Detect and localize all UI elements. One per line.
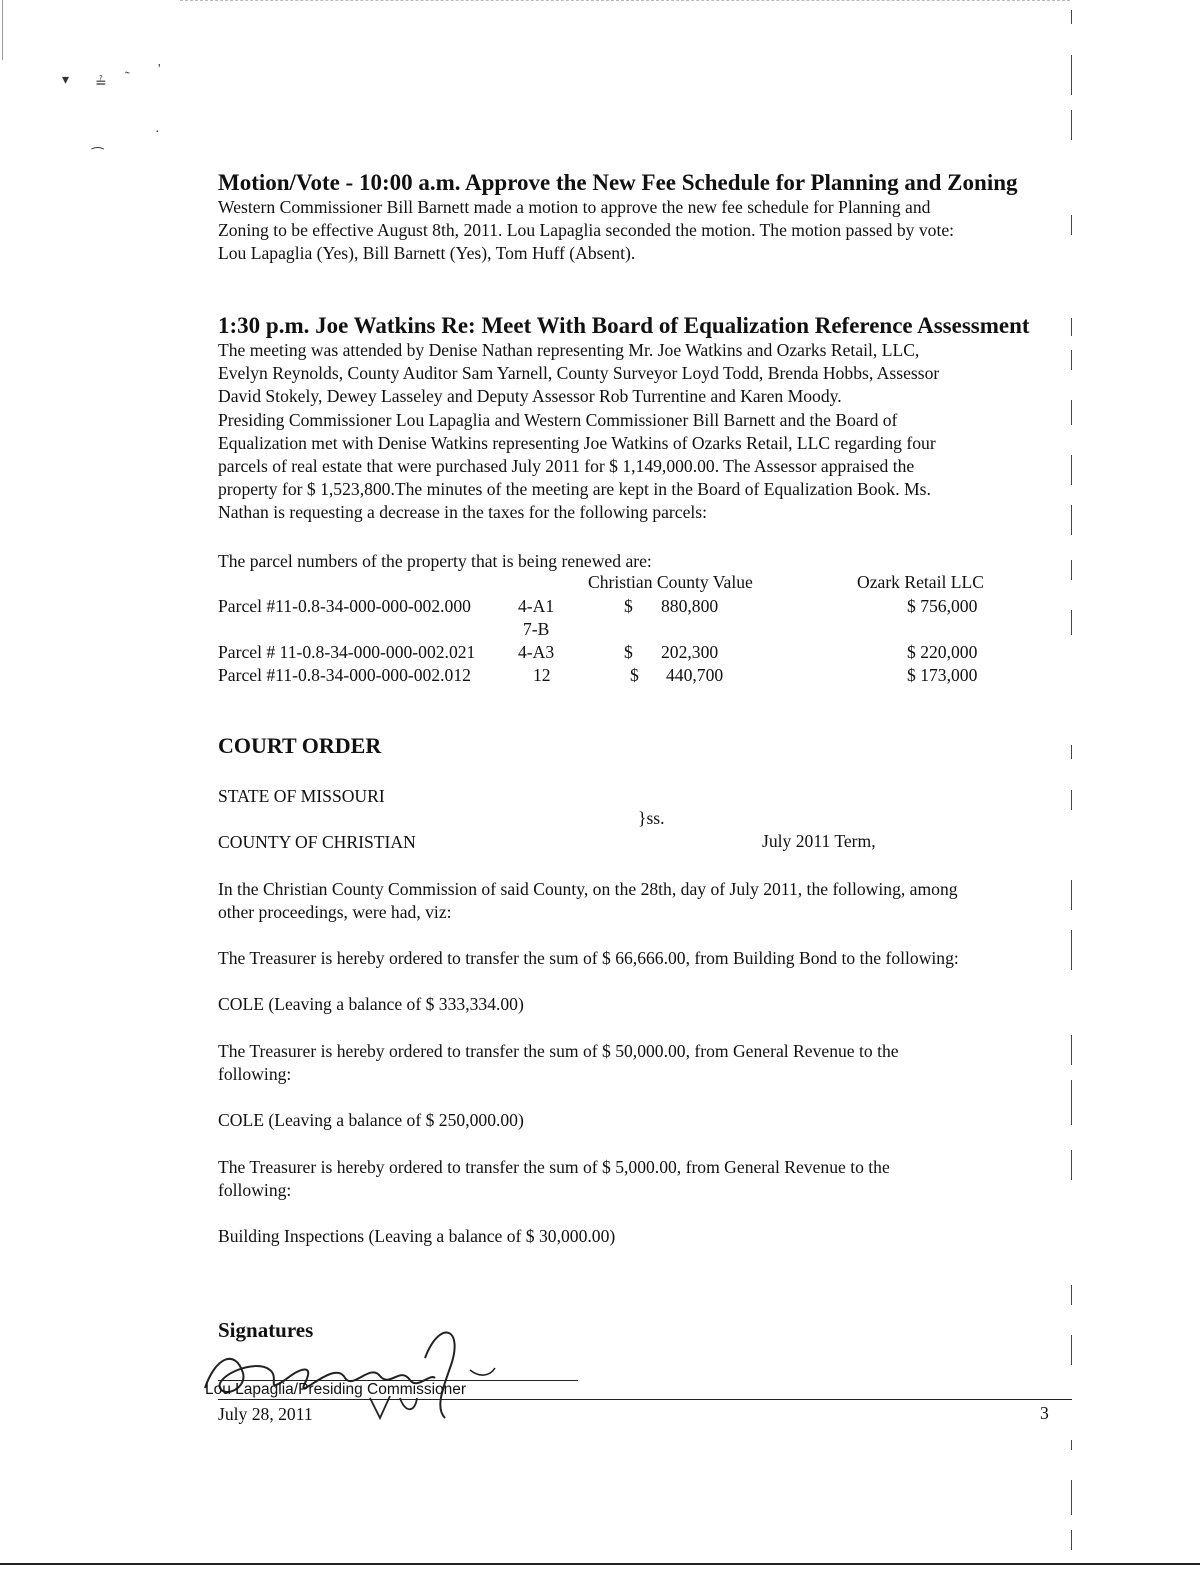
ss-mark: }ss. — [638, 808, 665, 828]
ozark-value: $ 173,000 — [907, 665, 978, 685]
scan-speck: ≟ — [95, 76, 107, 91]
meeting-line: Nathan is requesting a decrease in the taxes for the following parcels: — [218, 502, 708, 522]
scan-speck: ⁀ — [92, 149, 104, 164]
meeting-line: Evelyn Reynolds, County Auditor Sam Yarnell, County Surveyor Loyd Todd, Brenda Hobbs, Assessor — [218, 363, 940, 383]
scan-speck: ▾ — [62, 73, 70, 88]
column-header-ozark-value: Ozark Retail LLC — [857, 572, 985, 592]
motion-line: Lou Lapaglia (Yes), Bill Barnett (Yes), Tom Huff (Absent). — [218, 243, 636, 263]
meeting-line: Equalization met with Denise Watkins representing Joe Watkins of Ozarks Retail, LLC regarding four — [218, 433, 936, 453]
meeting-line: parcels of real estate that were purchased July 2011 for $ 1,149,000.00. The Assessor appraised the — [218, 456, 915, 476]
column-header-county-value: Christian County Value — [588, 572, 753, 592]
meeting-line: David Stokely, Dewey Lasseley and Deputy Assessor Rob Turrentine and Karen Moody. — [218, 386, 842, 406]
state-line: STATE OF MISSOURI — [218, 786, 385, 806]
transfer-order: following: — [218, 1064, 292, 1084]
scan-speck: · — [155, 125, 160, 140]
meeting-heading: 1:30 p.m. Joe Watkins Re: Meet With Board of Equalization Reference Assessment — [218, 313, 1030, 338]
scan-speck: ˜ — [125, 70, 130, 85]
motion-line: Western Commissioner Bill Barnett made a motion to approve the new fee schedule for Planning and — [218, 197, 931, 217]
balance-line: COLE (Leaving a balance of $ 250,000.00) — [218, 1110, 524, 1130]
meeting-line: property for $ 1,523,800.The minutes of the meeting are kept in the Board of Equalization Book. Ms. — [218, 479, 931, 499]
preamble-line: other proceedings, were had, viz: — [218, 902, 452, 922]
parcel-lot: 12 — [533, 665, 551, 685]
parcel-lot-secondary: 7-B — [523, 619, 550, 639]
motion-line: Zoning to be effective August 8th, 2011. Lou Lapaglia seconded the motion. The motion passed by vote: — [218, 220, 955, 240]
scan-top-edge — [180, 0, 1070, 1]
parcel-number: Parcel # 11-0.8-34-000-000-002.021 — [218, 642, 476, 662]
page-number: 3 — [1040, 1403, 1049, 1423]
parcel-number: Parcel #11-0.8-34-000-000-002.000 — [218, 596, 471, 616]
scan-speck: ' — [158, 62, 161, 77]
county-value: 202,300 — [661, 642, 719, 662]
signer-name: Lou Lapaglia/Presiding Commissioner — [205, 1381, 467, 1398]
parcel-lot: 4-A1 — [518, 596, 555, 616]
dollar-sign: $ — [624, 642, 633, 662]
meeting-line: The meeting was attended by Denise Nathan representing Mr. Joe Watkins and Ozarks Retail, LLC, — [218, 340, 920, 360]
signatures-heading: Signatures — [218, 1318, 314, 1342]
county-line: COUNTY OF CHRISTIAN — [218, 832, 416, 852]
preamble-line: In the Christian County Commission of said County, on the 28th, day of July 2011, the following, among — [218, 879, 958, 899]
meeting-line: Presiding Commissioner Lou Lapaglia and Western Commissioner Bill Barnett and the Board of — [218, 410, 898, 430]
county-value: 440,700 — [666, 665, 724, 685]
transfer-order: following: — [218, 1180, 292, 1200]
motion-heading: Motion/Vote - 10:00 a.m. Approve the New Fee Schedule for Planning and Zoning — [218, 170, 1018, 195]
term-line: July 2011 Term, — [762, 831, 876, 851]
county-value: 880,800 — [661, 596, 719, 616]
scan-right-edge-marks — [1066, 0, 1080, 1573]
dollar-sign: $ — [630, 665, 639, 685]
transfer-order: The Treasurer is hereby ordered to transfer the sum of $ 66,666.00, from Building Bond to the following: — [218, 948, 959, 968]
parcel-lot: 4-A3 — [518, 642, 555, 662]
scan-bottom-edge — [0, 1563, 1200, 1565]
transfer-order: The Treasurer is hereby ordered to transfer the sum of $ 50,000.00, from General Revenue to the — [218, 1041, 899, 1061]
scan-left-edge — [2, 0, 3, 60]
transfer-order: The Treasurer is hereby ordered to transfer the sum of $ 5,000.00, from General Revenue to the — [218, 1157, 890, 1177]
dollar-sign: $ — [624, 596, 633, 616]
balance-line: Building Inspections (Leaving a balance of $ 30,000.00) — [218, 1226, 616, 1246]
court-order-heading: COURT ORDER — [218, 733, 382, 758]
ozark-value: $ 756,000 — [907, 596, 978, 616]
parcels-intro: The parcel numbers of the property that is being renewed are: — [218, 551, 652, 571]
balance-line: COLE (Leaving a balance of $ 333,334.00) — [218, 994, 524, 1014]
parcel-number: Parcel #11-0.8-34-000-000-002.012 — [218, 665, 471, 685]
footer-rule — [218, 1399, 1072, 1400]
signature-date: July 28, 2011 — [218, 1404, 313, 1424]
ozark-value: $ 220,000 — [907, 642, 978, 662]
